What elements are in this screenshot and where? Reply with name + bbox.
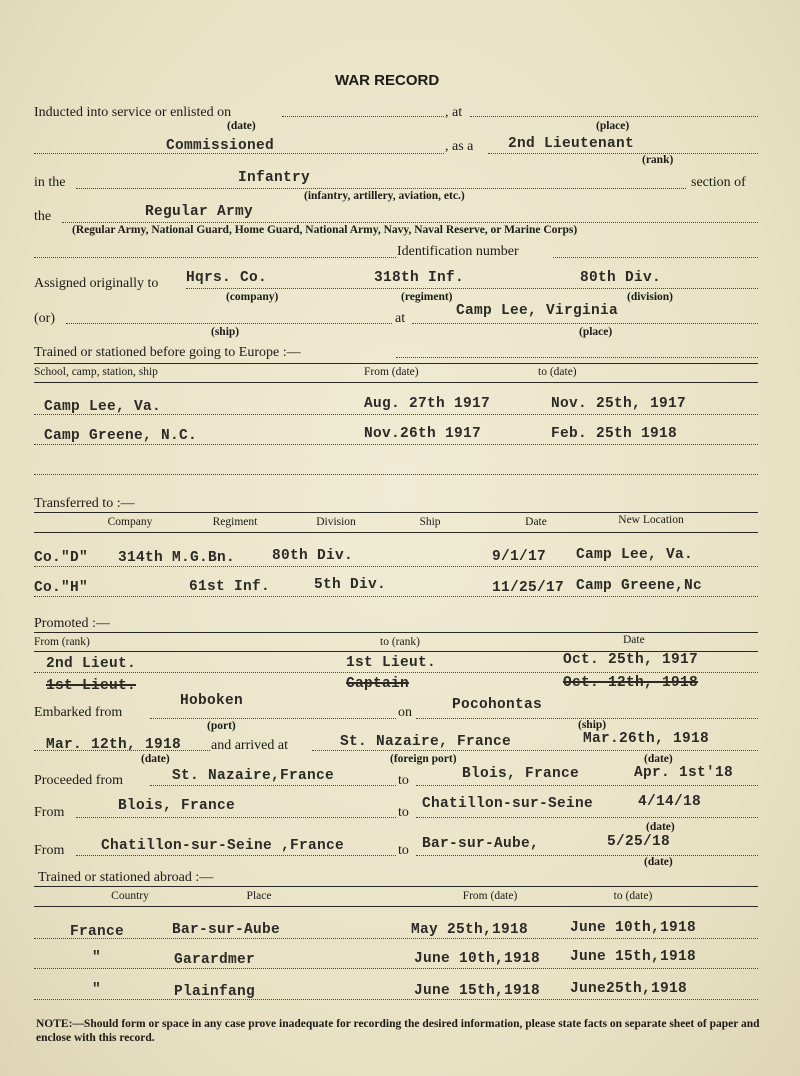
transfer-row-2-location: Camp Greene,Nc: [576, 578, 703, 594]
transfer-row-1-division: 80th Div.: [272, 548, 354, 564]
transfer-table-top-rule: [34, 512, 758, 513]
transfer-row-2-regiment: 61st Inf.: [189, 579, 271, 595]
transfer-header-location: New Location: [618, 514, 684, 526]
abroad-row-2-place: Garardmer: [174, 952, 256, 968]
trained-abroad-label: Trained or stationed abroad :—: [38, 870, 214, 885]
to2-label: to: [398, 805, 409, 820]
promotion-header-to: to (rank): [380, 636, 420, 648]
transfer-row-2-line: [34, 596, 758, 597]
branch-value: Infantry: [238, 170, 311, 186]
at2-label: at: [395, 311, 406, 326]
the-label: the: [34, 209, 52, 224]
from2-label: From: [34, 843, 65, 858]
division-value: 80th Div.: [580, 270, 662, 286]
transfer-row-2-date: 11/25/17: [492, 580, 565, 596]
abroad-row-3-country: ": [92, 982, 102, 998]
abroad-row-1-line: [34, 938, 758, 939]
europe-row-1-to: Nov. 25th, 1917: [551, 396, 687, 412]
proceed-from-line: [150, 785, 396, 786]
ship2-hint: (ship): [578, 719, 607, 731]
abroad-row-3-to: June25th,1918: [570, 981, 688, 997]
europe-row-1-from: Aug. 27th 1917: [364, 396, 491, 412]
transfer-header-ship: Ship: [419, 516, 441, 528]
inducted-date-line: [282, 116, 444, 117]
embark-port-line: [150, 718, 396, 719]
europe-row-2-to: Feb. 25th 1918: [551, 426, 678, 442]
branch-hint: (infantry, artillery, aviation, etc.): [304, 190, 465, 202]
transfer-header-company: Company: [107, 516, 153, 528]
arrived-label: and arrived at: [211, 738, 288, 753]
date3-value: 5/25/18: [607, 834, 671, 850]
transfer-row-2-company: Co."H": [34, 580, 89, 596]
arrive-port-value: St. Nazaire, France: [340, 734, 512, 750]
abroad-row-2-to: June 15th,1918: [570, 949, 697, 965]
arrive-line: [312, 750, 758, 751]
arrive-date-value: Mar.26th, 1918: [583, 731, 710, 747]
date2-value: 4/14/18: [638, 794, 702, 810]
transfer-header-division: Division: [316, 516, 356, 528]
abroad-header-place: Place: [246, 890, 272, 902]
ident-left-line: [34, 257, 396, 258]
company-hint: (company): [226, 291, 279, 303]
service-line: [62, 222, 758, 223]
section-of-label: section of: [691, 175, 746, 190]
transfer-row-1-company: Co."D": [34, 550, 89, 566]
promotion-row-2-date: Oct. 12th, 1918: [563, 675, 699, 691]
transferred-label: Transferred to :—: [34, 496, 135, 511]
page-title: WAR RECORD: [335, 72, 440, 89]
promotion-row-1-line: [34, 672, 758, 673]
proceeded-label: Proceeded from: [34, 773, 124, 788]
assigned-line: [186, 288, 758, 289]
promotion-header-from: From (rank): [34, 636, 90, 648]
transfer-row-1-date: 9/1/17: [492, 549, 547, 565]
to2-value: Chatillon-sur-Seine: [422, 796, 594, 812]
proceed-date-value: Apr. 1st'18: [634, 765, 734, 781]
inducted-label: Inducted into service or enlisted on: [34, 105, 232, 120]
trained-before-line: [396, 357, 758, 358]
europe-table-header-rule: [34, 382, 758, 383]
enlist-type-value: Commissioned: [166, 138, 275, 154]
europe-row-2-from: Nov.26th 1917: [364, 426, 482, 442]
branch-line: [76, 188, 686, 189]
abroad-row-2-country: ": [92, 950, 102, 966]
promotion-row-2-to: Captain: [346, 676, 410, 692]
ident-number-line: [553, 257, 758, 258]
place-value: Camp Lee, Virginia: [456, 303, 619, 319]
promotion-table-top-rule: [34, 632, 758, 633]
europe-row-1-line: [34, 414, 758, 415]
rank-line: [488, 153, 758, 154]
inducted-place-line: [470, 116, 758, 117]
from2-line: [76, 817, 396, 818]
transfer-row-1-location: Camp Lee, Va.: [576, 547, 694, 563]
place-line: [412, 323, 758, 324]
date4-hint: (date): [646, 821, 675, 833]
at-label: , at: [445, 105, 463, 120]
date-hint: (date): [227, 120, 256, 132]
as-a-label: , as a: [445, 139, 474, 154]
embark-port-value: Hoboken: [180, 693, 244, 709]
from1-label: From: [34, 805, 65, 820]
foreign-port-hint: (foreign port): [390, 753, 457, 765]
promotion-row-1-to: 1st Lieut.: [346, 655, 437, 671]
promotion-row-1-from: 2nd Lieut.: [46, 656, 137, 672]
transfer-row-1-regiment: 314th M.G.Bn.: [118, 550, 236, 566]
date2-hint: (date): [141, 753, 170, 765]
promotion-row-2-from: 1st Lieut.: [46, 678, 137, 694]
assigned-label: Assigned originally to: [34, 276, 159, 291]
proceed-to-line: [416, 785, 758, 786]
europe-row-2-place: Camp Greene, N.C.: [44, 428, 198, 444]
rank-hint: (rank): [642, 154, 674, 166]
europe-row-1-place: Camp Lee, Va.: [44, 399, 162, 415]
transfer-row-1-line: [34, 566, 758, 567]
abroad-row-1-from: May 25th,1918: [411, 922, 529, 938]
to3-label: to: [398, 843, 409, 858]
port-hint: (port): [207, 720, 236, 732]
europe-row-2-line: [34, 444, 758, 445]
on-label: on: [398, 705, 412, 720]
from3-line: [76, 855, 396, 856]
europe-header-to: to (date): [538, 366, 577, 378]
place2-hint: (place): [579, 326, 613, 338]
embark-date-value: Mar. 12th, 1918: [46, 737, 182, 753]
abroad-row-1-place: Bar-sur-Aube: [172, 922, 281, 938]
company-value: Hqrs. Co.: [186, 270, 268, 286]
division-hint: (division): [627, 291, 674, 303]
ship-line: [66, 323, 392, 324]
transfer-row-2-division: 5th Div.: [314, 577, 387, 593]
ship-hint: (ship): [211, 326, 240, 338]
abroad-row-1-country: France: [70, 924, 125, 940]
abroad-row-2-line: [34, 968, 758, 969]
ident-label: Identification number: [397, 244, 519, 259]
transfer-header-date: Date: [525, 516, 547, 528]
embark-ship-value: Pocohontas: [452, 697, 543, 713]
regiment-hint: (regiment): [401, 291, 453, 303]
proceed-from-value: St. Nazaire,France: [172, 768, 335, 784]
service-hint: (Regular Army, National Guard, Home Guard, National Army, Navy, Naval Reserve, or Marine Corps): [72, 224, 578, 236]
transfer-table-header-rule: [34, 532, 758, 533]
abroad-row-3-line: [34, 999, 758, 1000]
rank-value: 2nd Lieutenant: [508, 136, 635, 152]
europe-table-top-rule: [34, 363, 758, 364]
abroad-row-3-from: June 15th,1918: [414, 983, 541, 999]
in-the-label: in the: [34, 175, 66, 190]
abroad-row-1-to: June 10th,1918: [570, 920, 697, 936]
abroad-row-3-place: Plainfang: [174, 984, 256, 1000]
proceed-to-value: Blois, France: [462, 766, 580, 782]
footnote: NOTE:—Should form or space in any case prove inadequate for recording the desired information, please state facts on separate sheet of paper and enclose with this record.: [36, 1018, 760, 1044]
transfer-header-regiment: Regiment: [212, 516, 258, 528]
regiment-value: 318th Inf.: [374, 270, 465, 286]
from2-value: Blois, France: [118, 798, 236, 814]
abroad-header-to: to (date): [613, 890, 653, 902]
to1-label: to: [398, 773, 409, 788]
date3-hint: (date): [644, 753, 673, 765]
to3-line: [416, 855, 758, 856]
promoted-label: Promoted :—: [34, 616, 110, 631]
from3-value: Chatillon-sur-Seine ,France: [101, 838, 345, 854]
europe-header-from: From (date): [364, 366, 419, 378]
abroad-table-header-rule: [34, 906, 758, 907]
abroad-header-from: From (date): [462, 890, 518, 902]
to2-line: [416, 817, 758, 818]
place-hint: (place): [596, 120, 630, 132]
embarked-label: Embarked from: [34, 705, 123, 720]
europe-header-place: School, camp, station, ship: [34, 366, 158, 378]
to3-value: Bar-sur-Aube,: [422, 836, 540, 852]
or-label: (or): [34, 311, 55, 326]
abroad-header-country: Country: [111, 890, 149, 902]
abroad-table-top-rule: [34, 886, 758, 887]
promotion-header-date: Date: [623, 634, 645, 646]
date5-hint: (date): [644, 856, 673, 868]
abroad-row-2-from: June 10th,1918: [414, 951, 541, 967]
europe-row-3-line: [34, 474, 758, 475]
trained-before-label: Trained or stationed before going to Europe :—: [34, 345, 301, 360]
promotion-row-1-date: Oct. 25th, 1917: [563, 652, 699, 668]
service-value: Regular Army: [145, 204, 254, 220]
